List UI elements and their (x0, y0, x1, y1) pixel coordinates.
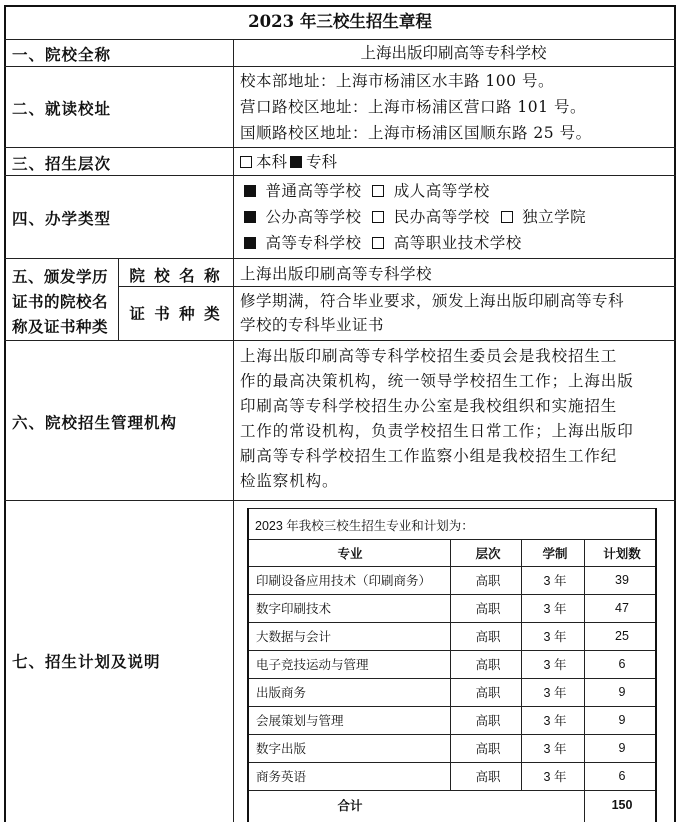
cell-major: 会展策划与管理 (256, 714, 344, 728)
cell-major: 出版商务 (256, 686, 307, 700)
checkbox-checked-icon (244, 185, 256, 197)
admission-office-line: 印刷高等专科学校招生办公室是我校组织和实施招生 (240, 397, 618, 415)
table-row (250, 650, 653, 678)
school-full-name: 上海出版印刷高等专科学校 (360, 44, 547, 62)
cell-quota: 9 (618, 741, 626, 755)
cell-duration: 3 年 (543, 714, 567, 728)
cell-level: 高职 (475, 714, 501, 728)
cell-level: 高职 (475, 630, 501, 644)
header-quota: 计划数 (603, 547, 641, 561)
col-divider (233, 39, 234, 258)
cell-duration: 3 年 (543, 574, 567, 588)
admission-office-line: 上海出版印刷高等专科学校招生委员会是我校招生工 (240, 347, 618, 365)
table-total-row (250, 790, 653, 820)
type-option: 公办高等学校 (265, 208, 362, 226)
school-type-line (244, 207, 586, 227)
address-line: 校本部地址：上海市杨浦区水丰路 100 号。 (240, 72, 554, 90)
cell-quota: 9 (618, 713, 626, 727)
admission-office-line: 检监察机构。 (240, 472, 339, 490)
row-divider (4, 175, 676, 176)
certificate-type-line: 学校的专科毕业证书 (240, 316, 385, 334)
cell-duration: 3 年 (543, 742, 567, 756)
cell-duration: 3 年 (543, 686, 567, 700)
type-option: 普通高等学校 (265, 182, 362, 200)
cell-quota: 6 (618, 769, 626, 783)
cell-level: 高职 (475, 686, 501, 700)
cell-quota: 25 (615, 629, 629, 643)
header-major: 专业 (337, 547, 363, 561)
cell-major: 数字出版 (256, 742, 307, 756)
cell-major: 印刷设备应用技术（印刷商务） (256, 574, 432, 588)
checkbox-checked-icon (290, 156, 302, 168)
row-divider (4, 258, 676, 259)
total-value: 150 (611, 798, 633, 812)
border-top (4, 5, 676, 7)
type-option: 高等职业技术学校 (393, 234, 522, 252)
school-type-line (244, 233, 522, 253)
row-divider (4, 147, 676, 148)
cell-major: 电子竞技运动与管理 (256, 658, 369, 672)
admission-office-line: 作的最高决策机构，统一领导学校招生工作；上海出版 (240, 372, 634, 390)
row-divider (4, 500, 676, 501)
label-school-type: 四、办学类型 (12, 210, 112, 228)
total-label: 合计 (337, 799, 363, 813)
cell-quota: 6 (618, 657, 626, 671)
col-divider (233, 340, 234, 822)
plan-table-caption: 2023 年我校三校生招生专业和计划为： (255, 519, 474, 533)
type-option: 民办高等学校 (393, 208, 490, 226)
cell-quota: 9 (618, 685, 626, 699)
school-type-line (244, 181, 490, 201)
level-options (240, 152, 337, 172)
border-right (674, 5, 676, 822)
cell-duration: 3 年 (543, 630, 567, 644)
row-divider (4, 39, 676, 40)
row-divider (4, 66, 676, 67)
checkbox-unchecked-icon (501, 211, 513, 223)
label-enrollment-level: 三、招生层次 (12, 155, 112, 173)
cell-level: 高职 (475, 742, 501, 756)
checkbox-checked-icon (244, 211, 256, 223)
row-divider (118, 286, 676, 287)
header-level: 层次 (475, 547, 501, 561)
table-row (250, 678, 653, 706)
certificate-type-line: 修学期满，符合毕业要求，颁发上海出版印刷高等专科 (240, 292, 625, 310)
sublabel-institution-name: 院 校 名 称 (129, 267, 222, 285)
cell-major: 商务英语 (256, 770, 307, 784)
table-row (250, 734, 653, 762)
cell-quota: 39 (615, 573, 629, 587)
inner-table-border (247, 508, 249, 822)
checkbox-checked-icon (244, 237, 256, 249)
table-row (250, 622, 653, 650)
cell-duration: 3 年 (543, 658, 567, 672)
cell-major: 数字印刷技术 (256, 602, 332, 616)
cell-level: 高职 (475, 602, 501, 616)
cell-quota: 47 (615, 601, 629, 615)
label-certificate: 证书的院校名 (12, 293, 109, 311)
type-option: 独立学院 (522, 208, 587, 226)
level-option-undergrad: 本科 (256, 153, 288, 171)
cell-level: 高职 (475, 770, 501, 784)
table-row (250, 566, 653, 594)
col-divider (233, 258, 234, 340)
plan-table-header (250, 539, 653, 567)
cell-major: 大数据与会计 (256, 630, 332, 644)
level-option-junior-college: 专科 (306, 153, 338, 171)
label-certificate: 五、颁发学历 (12, 268, 109, 286)
row-divider (4, 340, 676, 341)
table-row (250, 706, 653, 734)
checkbox-unchecked-icon (372, 211, 384, 223)
table-row (250, 594, 653, 622)
border-left (4, 5, 6, 822)
table-row (250, 762, 653, 790)
type-option: 高等专科学校 (265, 234, 362, 252)
address-line: 国顺路校区地址：上海市杨浦区国顺东路 25 号。 (240, 124, 592, 142)
admission-office-line: 工作的常设机构，负责学校招生日常工作；上海出版印 (240, 422, 634, 440)
admission-office-line: 刷高等专科学校招生工作监察小组是我校招生工作纪 (240, 447, 618, 465)
document-title: 2023 年三校生招生章程 (248, 12, 432, 31)
header-duration: 学制 (542, 547, 568, 561)
cell-duration: 3 年 (543, 602, 567, 616)
inner-table-border (247, 508, 657, 509)
label-certificate: 称及证书种类 (12, 318, 109, 336)
cell-level: 高职 (475, 658, 501, 672)
label-school-name: 一、院校全称 (12, 46, 112, 64)
checkbox-unchecked-icon (240, 156, 252, 168)
label-enrollment-plan: 七、招生计划及说明 (12, 653, 161, 671)
checkbox-unchecked-icon (372, 237, 384, 249)
cell-level: 高职 (475, 574, 501, 588)
cell-duration: 3 年 (543, 770, 567, 784)
address-line: 营口路校区地址：上海市杨浦区营口路 101 号。 (240, 98, 586, 116)
label-campus-address: 二、就读校址 (12, 100, 112, 118)
sublabel-certificate-type: 证 书 种 类 (129, 305, 222, 323)
label-admission-office: 六、院校招生管理机构 (12, 414, 178, 432)
checkbox-unchecked-icon (372, 185, 384, 197)
institution-name-value: 上海出版印刷高等专科学校 (240, 265, 433, 283)
type-option: 成人高等学校 (393, 182, 490, 200)
